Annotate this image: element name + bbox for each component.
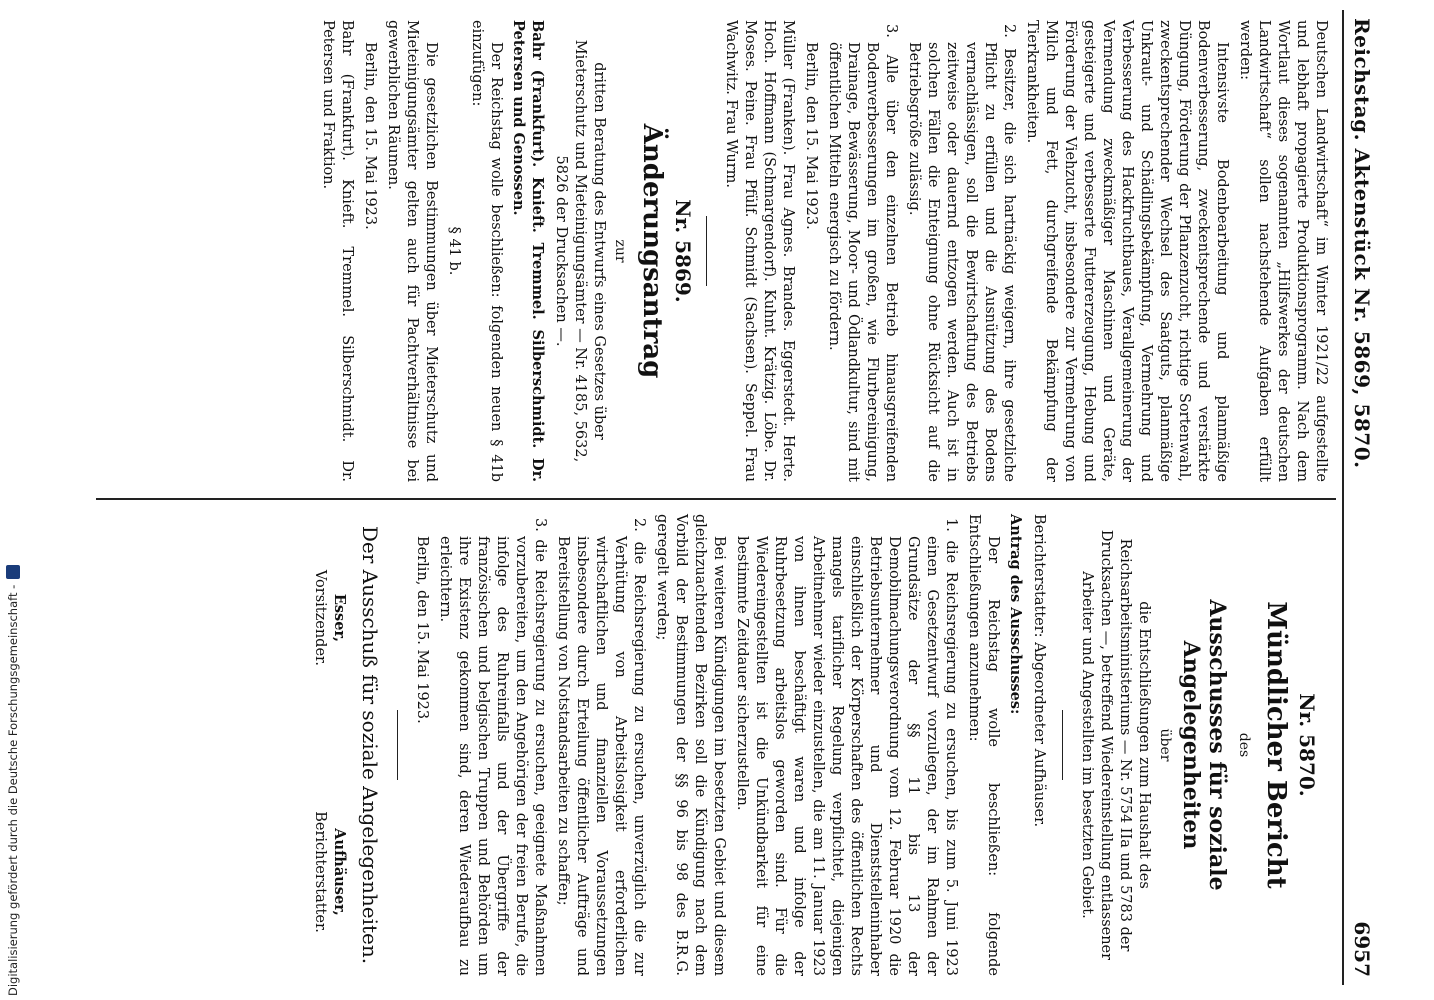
separator [1062,710,1063,780]
antrag-heading: Antrag des Ausschusses: [1007,514,1024,715]
digitization-credit [4,6,22,996]
antrag-signers: Bahr (Frankfurt). Knieft. Tremmel. Silberschmidt. Dr. Petersen und Genossen. [510,20,546,482]
document-title: Änderungsantrag [637,123,667,379]
reporter-role: Berichterstatter. [312,811,328,933]
paragraph-heading: § 41 b. [446,226,462,276]
chair-signature [310,514,349,722]
signature-block [310,514,349,976]
title-connector: zur [612,239,628,263]
separator [706,216,707,286]
left-column [314,20,1330,482]
title-connector: des [1236,732,1252,758]
title-connector: über [1157,728,1173,762]
list-item: 1. die Reichsregierung zu ersuchen, bis zum 5. Juni 1923 einen Gesetzentwurf vorzulegen, der im Rahmen der Grundsätze der §§ 11 bis 13 der Demobilmachungsverordnung vom 12. Februar 1920 die Betriebsunternehmer und Dienststelleninhaber einschließlich der Körperschaften des öffentlichen Rechts mangels tariflicher Regelung verpflichtet, diejenigen Arbeitnehmer wieder einzustellen, die am 11. Januar 1923 von ihnen beschäftigt waren und infolge der Ruhrbesetzung arbeitslos geworden sind. Für die Wiedereingestellten ist die Unkündbarkeit für eine bestimmte Zeitdauer sicherzustellen. [734,518,959,976]
date-line: Berlin, den 15. Mai 1923. [362,42,378,230]
antrag-intro: Der Reichstag wolle beschließen: folgende Entschließungen anzunehmen: [966,514,1001,976]
intro-paragraph: Deutschen Landwirtschaft“ im Winter 1921/22 aufgestellte und lebhaft propagierte Produktionsprogramm. Nach dem Wortlaut dieses sogenannten „Hilfswerkes der deutschen Landwirtschaft“ sollen nachstehende Aufgaben erfüllt werden: [1237,20,1329,482]
list-item-continued: Bei weiteren Kündigungen im besetzten Gebiet und diesem gleichzuachtenden Bezirken soll die Kündigung nach dem Vorbild der Bestimmungen der §§ 96 bis 98 des B.R.G. geregelt werden; [654,514,727,976]
right-column [310,514,1330,976]
credit-text: Digitalisierung gefördert durch die Deutsche Forschungsgemeinschaft - [6,584,20,996]
committee-closing-title: Der Ausschuß für soziale Angelegenheiten. [358,525,382,965]
page-header [1340,10,1380,985]
list-item: 3. Alle über den einzelnen Betrieb hinausgreifenden Bodenverbesserungen im großen, wie Flurbereinigung, Drainage, Bewässerung, Moor- und Ödlandkultur, sind mit öffentlichen Mitteln energisch zu fördern. [826,24,899,482]
list-item: 2. Besitzer, die sich hartnäckig weigern, ihre gesetzliche Pflicht zu erfüllen und die Ausnützung des Bodens vernachlässigen, soll die Bewirtschaftung des Betriebs zeitweise oder dauernd entzogen werden. Auch ist in solchen Fällen die Enteignung ohne Rücksicht auf die Betriebsgröße zulässig. [906,24,1017,482]
document-number: Nr. 5870. [1295,693,1319,797]
chair-name: Esser, [331,593,348,643]
committee-name: Ausschusses für soziale Angelegenheiten [1178,599,1230,891]
body-paragraph: dritten Beratung des Entwurfs eines Gesetzes über Mieterschutz und Mieteinigungsämter — Nr. 4185, 5632, 5826 der Drucksachen —. [553,39,607,463]
reporter-signature [310,768,349,976]
date-line: Berlin, den 15. Mai 1923. [803,42,819,230]
signatories: Müller (Franken). Frau Agnes. Brandes. Eggerstedt. Herte. Hoch. Hoffmann (Schmargendorf). Kuhnt. Krätzig. Löbe. Dr. Moses. Peine. Frau Pfülf. Schmidt (Sachsen). Seppel. Frau Wachwitz. Frau Wurm. [723,20,796,482]
separator [397,710,398,780]
chair-role: Vorsitzender. [312,569,328,666]
antrag-text: Der Reichstag wolle beschließen: folgenden neuen § 41b einzufügen: [469,20,504,482]
page-number: 6957 [1350,921,1374,977]
body-paragraph: die Entschließungen zum Haushalt des Reichsarbeitsministeriums — Nr. 5754 IIa und 5783 der Drucksachen —, betreffend Wiedereinstellung entlassener Arbeiter und Angestellten im besetzten Gebiet. [1079,529,1152,961]
list-item: 2. die Reichsregierung zu ersuchen, unverzüglich die zur Verhütung von Arbeitslosigkeit erforderlichen wirtschaftlichen und finanziellen Voraussetzungen insbesondere durch Erteilung öffentlicher Aufträge und Bereitstellung von Notstandsarbeiten zu schaffen; [555,518,647,976]
header-rule [1342,10,1344,985]
list-item: 3. die Reichsregierung zu ersuchen, geeignete Maßnahmen vorzubereiten, um den Angehörigen der freien Berufe, die infolge des Ruhreinfalls und der Übergriffe der französischen und belgischen Truppen und Behörden um ihre Existenz gekommen sind, deren Wiederaufbau zu erleichtern. [437,518,548,976]
reporter-name: Aufhäuser, [331,828,348,916]
program-paragraph: Intensivste Bodenbearbeitung und planmäßige Bodenverbesserung, zweckentsprechende und verstärkte Düngung, Förderung der Pflanzenzucht, richtige Sortenwahl, zweckentsprechender Wechsel des Saatguts, planmäßige Unkraut- und Schädlingsbekämpfung, Vermehrung und Verbesserung des Hackfruchtbaues, Verallgemeinerung der Vermendung zweckmäßiger Maschinen und Geräte, gesteigerte und verbesserte Futtererzeugung, Hebung und Förderung der Viehzucht, insbesondere zur Vermehrung von Milch und Fett, durchgreifende Bekämpfung der Tierkrankheiten. [1024,20,1230,482]
dfg-logo-icon [6,565,20,579]
document-page [50,10,1380,985]
paragraph-text: Die gesetzlichen Bestimmungen über Mieterschutz und Mieteinigungsämter gelten auch für Pachtverhältnisse bei gewerblichen Räumen. [385,20,439,482]
date-line: Berlin, den 15. Mai 1923. [414,536,430,724]
running-head: Reichstag. Aktenstück Nr. 5869, 5870. [1350,18,1374,469]
reporter-line: Berichterstatter: Abgeordneter Aufhäuser. [1031,514,1047,828]
document-number: Nr. 5869. [671,199,695,303]
column-divider [96,498,1336,500]
signatories: Bahr (Frankfurt). Knieft. Tremmel. Silberschmidt. Dr. Petersen und Fraktion. [320,20,355,482]
document-title: Mündlicher Bericht [1261,601,1291,889]
